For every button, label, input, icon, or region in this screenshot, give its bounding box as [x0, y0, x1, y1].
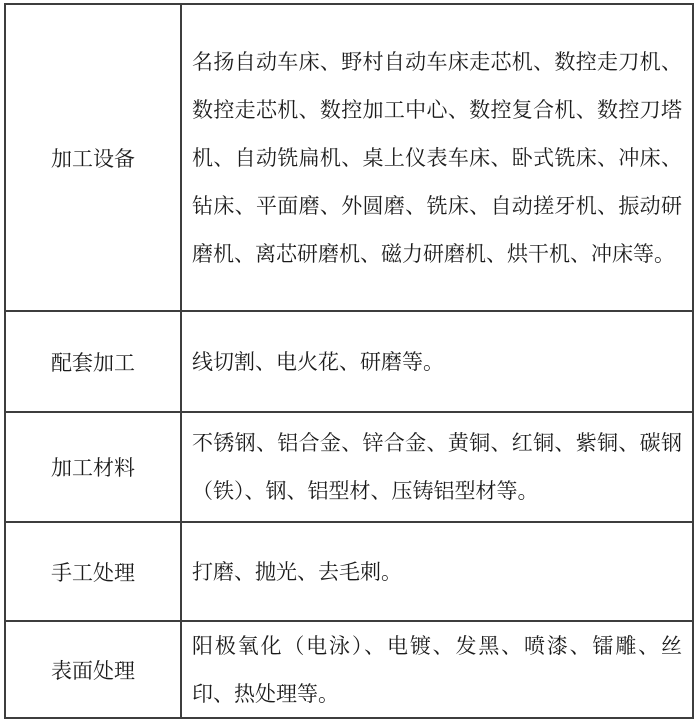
- row-content-supporting-processing: [182, 312, 692, 411]
- row-label-manual-finishing: 手工处理: [6, 523, 182, 620]
- row-label-surface-treatment: 表面处理: [6, 622, 182, 717]
- row-content-manual-finishing: [182, 523, 692, 620]
- table-row-surface-treatment: [6, 620, 692, 717]
- row-content-processing-equipment: [182, 5, 692, 310]
- table-row-manual-finishing: [6, 521, 692, 620]
- row-label-supporting-processing: 配套加工: [6, 312, 182, 411]
- processing-equipment-text: 名扬自动车床、野村自动车床走芯机、数控走刀机、数控走芯机、数控加工中心、数控复合机、数控刀塔机、自动铣扁机、桌上仪表车床、卧式铣床、冲床、钻床、平面磨、外圆磨、铣床、自动搓牙机、振动研磨机、离芯研磨机、磁力研磨机、烘干机、冲床等。: [192, 49, 682, 266]
- row-content-surface-treatment: [182, 622, 692, 717]
- row-label-processing-materials: 加工材料: [6, 413, 182, 521]
- processing-spec-table: [4, 3, 694, 719]
- row-content-processing-materials: [182, 413, 692, 521]
- surface-treatment-text: 阳极氧化（电泳）、电镀、发黑、喷漆、镭雕、丝印、热处理等。: [192, 633, 682, 706]
- row-label-processing-equipment: 加工设备: [6, 5, 182, 310]
- supporting-processing-text: 线切割、电火花、研磨等。: [192, 349, 444, 374]
- table-row-processing-equipment: [6, 5, 692, 310]
- table-row-supporting-processing: [6, 310, 692, 411]
- table-row-processing-materials: [6, 411, 692, 521]
- processing-materials-text: 不锈钢、铝合金、锌合金、黄铜、红铜、紫铜、碳钢（铁）、钢、铝型材、压铸铝型材等。: [192, 431, 682, 503]
- manual-finishing-text: 打磨、抛光、去毛刺。: [192, 559, 402, 584]
